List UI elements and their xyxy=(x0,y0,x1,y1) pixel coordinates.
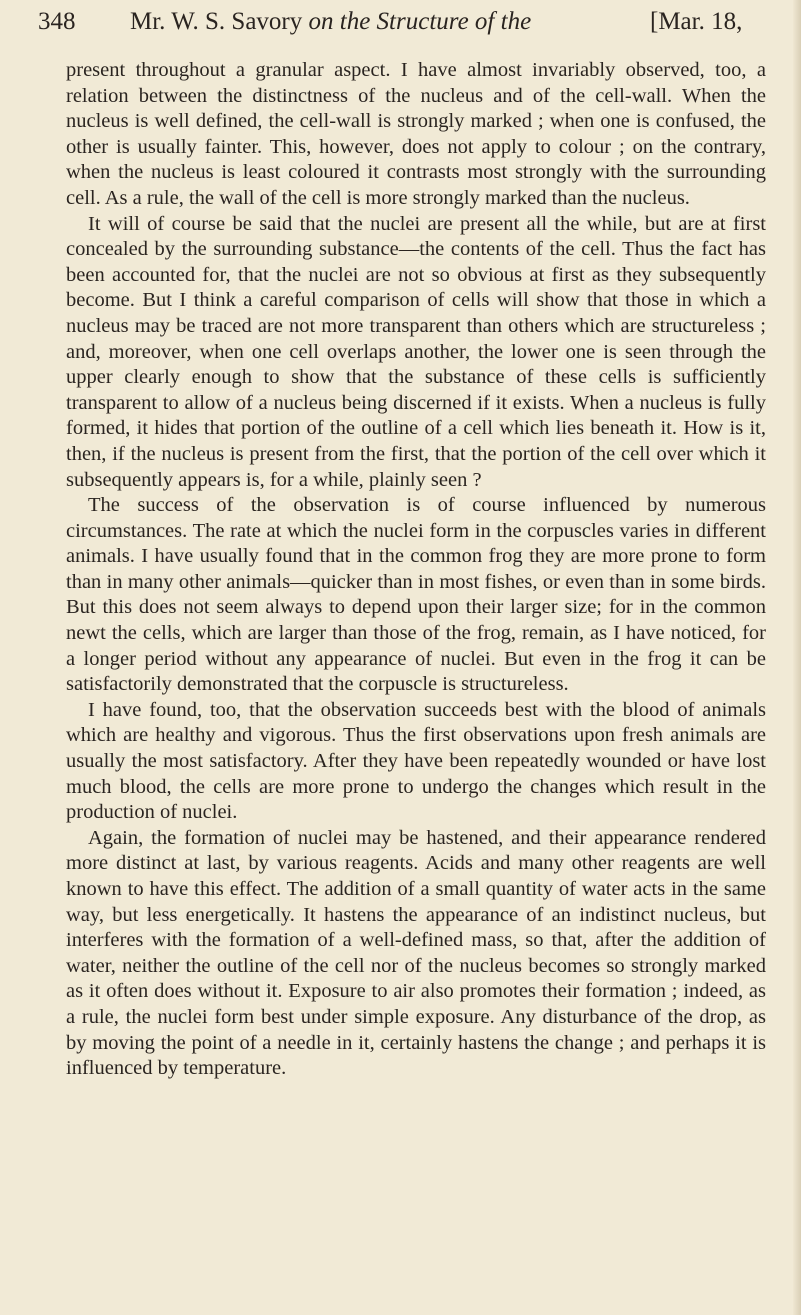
paragraph-2: It will of course be said that the nuclei are present all the while, but are at first concealed by the surrounding substance—the contents of the cell. Thus the fact has been accounted for, that the nuclei are not so obvious at first as they subsequently become. But I think a careful comparison of cells will show that those in which a nucleus may be traced are not more transparent than others which are structureless ; and, moreover, when one cell overlaps another, the lower one is seen through the upper clearly enough to show that the substance of these cells is sufficiently transparent to allow of a nucleus being discerned if it exists. When a nucleus is fully formed, it hides that portion of the outline of a cell which lies beneath it. How is it, then, if the nucleus is present from the first, that the portion of the cell over which it subsequently appears is, for a while, plainly seen ? xyxy=(66,212,766,491)
date: [Mar. 18, xyxy=(650,8,743,35)
paragraph-5: Again, the formation of nuclei may be hastened, and their appearance rendered more distinct at last, by various reagents. Acids and many other reagents are well known to have this effect. The addition of a small quantity of water acts in the same way, but less energetically. It hastens the appearance of an indistinct nucleus, but interferes with the formation of a well-defined mass, so that, after the addition of water, neither the outline of the cell nor of the nucleus becomes so strongly marked as it often does without it. Exposure to air also promotes their formation ; indeed, as a rule, the nuclei form best under simple exposure. Any disturbance of the drop, as by moving the point of a needle in it, certainly hastens the change ; and perhaps it is influenced by temperature. xyxy=(66,826,766,1080)
title-italic: on the Structure of the xyxy=(308,8,532,35)
paragraph-3: The success of the observation is of course influenced by numerous circumstances. The rate at which the nuclei form in the corpuscles varies in different animals. I have usually found that in the common frog they are more prone to form than in many other animals—quicker than in most fishes, or even than in some birds. But this does not seem always to depend upon their larger size; for in the common newt the cells, which are larger than those of the frog, remain, as I have noticed, for a longer period without any appearance of nuclei. But even in the frog it can be satisfactorily demonstrated that the corpuscle is structureless. xyxy=(66,494,766,696)
page-edge xyxy=(793,0,801,1315)
author: Mr. W. S. Savory xyxy=(130,8,303,35)
paragraph-1: present throughout a granular aspect. I have almost invariably observed, too, a relation between the distinctness of the nucleus and of the cell-wall. When the nucleus is well defined, the cell-wall is strongly marked ; when one is confused, the other is usually fainter. This, however, does not apply to colour ; on the contrary, when the nucleus is least coloured it contrasts most strongly with the surrounding cell. As a rule, the wall of the cell is more strongly marked than the nucleus. xyxy=(66,59,766,209)
paragraph-4: I have found, too, that the observation succeeds best with the blood of animals which are healthy and vigorous. Thus the first observations upon fresh animals are usually the most satisfactory. After they have been repeatedly wounded or have lost much blood, the cells are more prone to undergo the changes which result in the production of nuclei. xyxy=(66,698,766,824)
running-title xyxy=(130,8,531,36)
page-number: 348 xyxy=(38,8,76,35)
body-text xyxy=(66,58,766,1082)
running-header xyxy=(38,6,778,46)
